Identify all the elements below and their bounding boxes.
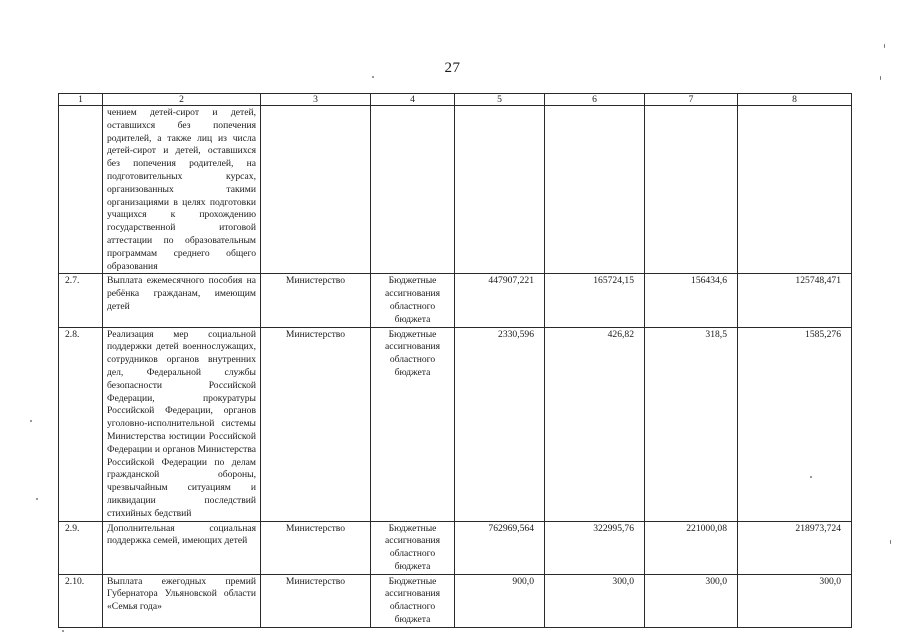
scan-speck	[884, 44, 885, 48]
measure-name: Реализация мер социальной поддержки детей военнослужащих, сотрудников органов внутренних дел, Федеральной службы безопасности Российской Федерации, прокуратуры Российской Федерации, органов уголовно-исполнительной системы Министерства юстиции Российской Федерации и органов Министерства Российской Федерации по делам гражданской обороны, чрезвычайным ситуациям и ликвидации последствий стихийных бедствий	[103, 327, 261, 521]
funding-source: Бюджетные ассигнования областного бюджета	[371, 327, 455, 521]
scan-speck	[880, 76, 881, 80]
row-number: 2.7.	[59, 274, 103, 327]
measure-name: Дополнительная социальная поддержка семей, имеющих детей	[103, 521, 261, 574]
header-col-3: 3	[261, 94, 371, 106]
header-row	[59, 94, 852, 106]
amount-year-2: 318,5	[645, 327, 738, 521]
funding-source: Бюджетные ассигнования областного бюджета	[371, 521, 455, 574]
header-col-8: 8	[738, 94, 852, 106]
executor: Министерство	[261, 327, 371, 521]
table-row	[59, 106, 852, 274]
amount-total: 2330,596	[455, 327, 545, 521]
amount-year-3: 1585,276	[738, 327, 852, 521]
funding-source: Бюджетные ассигнования областного бюджета	[371, 274, 455, 327]
executor: Министерство	[261, 521, 371, 574]
measure-name: чением детей-сирот и детей, оставшихся без попечения родителей, а также лиц из числа детей-сирот и детей, оставшихся без попечения родителей, на подготовительных курсах, организованных такими организациями в целях подготовки учащихся к прохождению государственной итоговой аттестации по образовательным программам среднего общего образования	[103, 106, 261, 274]
scan-speck	[62, 630, 64, 632]
amount-year-3: 125748,471	[738, 274, 852, 327]
header-col-5: 5	[455, 94, 545, 106]
amount-year-1: 165724,15	[545, 274, 645, 327]
table-row	[59, 274, 852, 327]
scan-speck	[890, 540, 891, 544]
measure-name: Выплата ежемесячного пособия на ребёнка гражданам, имеющим детей	[103, 274, 261, 327]
amount-year-1	[545, 106, 645, 274]
header-col-6: 6	[545, 94, 645, 106]
amount-year-2: 221000,08	[645, 521, 738, 574]
amount-year-3	[738, 106, 852, 274]
amount-year-1: 426,82	[545, 327, 645, 521]
amount-total: 900,0	[455, 574, 545, 627]
program-table	[58, 93, 852, 628]
executor: Министерство	[261, 274, 371, 327]
scan-speck	[36, 498, 38, 500]
scan-speck	[372, 76, 374, 78]
amount-year-3: 218973,724	[738, 521, 852, 574]
amount-year-2: 300,0	[645, 574, 738, 627]
header-col-1: 1	[59, 94, 103, 106]
funding-source: Бюджетные ассигнования областного бюджета	[371, 574, 455, 627]
amount-year-2: 156434,6	[645, 274, 738, 327]
header-col-2: 2	[103, 94, 261, 106]
funding-source	[371, 106, 455, 274]
row-number: 2.9.	[59, 521, 103, 574]
scan-speck	[30, 420, 32, 422]
amount-year-3: 300,0	[738, 574, 852, 627]
amount-year-2	[645, 106, 738, 274]
amount-year-1: 300,0	[545, 574, 645, 627]
header-col-7: 7	[645, 94, 738, 106]
amount-total: 762969,564	[455, 521, 545, 574]
table-row	[59, 521, 852, 574]
row-number	[59, 106, 103, 274]
header-col-4: 4	[371, 94, 455, 106]
amount-total	[455, 106, 545, 274]
amount-total: 447907,221	[455, 274, 545, 327]
scan-speck	[810, 476, 812, 478]
row-number: 2.8.	[59, 327, 103, 521]
table-row	[59, 574, 852, 627]
amount-year-1: 322995,76	[545, 521, 645, 574]
row-number: 2.10.	[59, 574, 103, 627]
page-number: 27	[444, 60, 461, 76]
table-row	[59, 327, 852, 521]
executor: Министерство	[261, 574, 371, 627]
measure-name: Выплата ежегодных премий Губернатора Ульяновской области «Семья года»	[103, 574, 261, 627]
executor	[261, 106, 371, 274]
